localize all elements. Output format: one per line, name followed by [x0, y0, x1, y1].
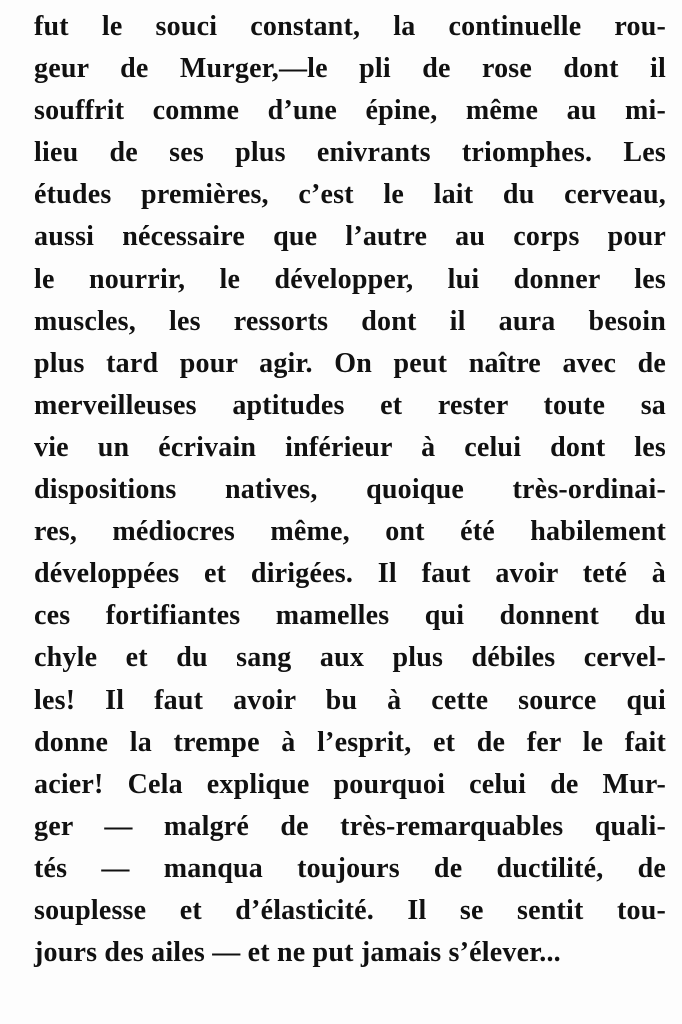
text-line-21: tés — manqua toujours de ductilité, de [34, 852, 666, 884]
text-line-16: chyle et du sang aux plus débiles cervel- [34, 642, 666, 674]
text-line-18: donne la trempe à l’esprit, et de fer le fait [34, 726, 666, 758]
text-line-20: ger — malgré de très-remarquables quali- [34, 810, 666, 842]
text-line-22: souplesse et d’élasticité. Il se sentit tou- [34, 894, 666, 926]
text-line-1: fut le souci constant, la continuelle rou- [34, 11, 666, 42]
text-line-8: muscles, les ressorts dont il aura besoin [34, 305, 666, 337]
text-line-4: lieu de ses plus enivrants triomphes. Les [34, 137, 666, 169]
text-line-13: res, médiocres même, ont été habilement [34, 516, 666, 548]
text-line-6: aussi nécessaire que l’autre au corps pour [34, 221, 666, 253]
text-line-15: ces fortifiantes mamelles qui donnent du [34, 600, 666, 632]
text-line-14: développées et dirigées. Il faut avoir teté à [34, 558, 666, 590]
text-line-11: vie un écrivain inférieur à celui dont les [34, 431, 666, 463]
body-text [34, 6, 666, 974]
text-line-12: dispositions natives, quoique très-ordinai- [34, 474, 666, 506]
text-line-23: jours des ailes — et ne put jamais s’élever... [34, 937, 561, 969]
text-line-3: souffrit comme d’une épine, même au mi- [34, 95, 666, 127]
text-line-2: geur de Murger,—le pli de rose dont il [34, 53, 666, 85]
text-line-5: études premières, c’est le lait du cerveau, [34, 179, 666, 211]
text-line-17: les! Il faut avoir bu à cette source qui [34, 684, 666, 716]
text-line-7: le nourrir, le développer, lui donner les [34, 263, 666, 295]
text-line-19: acier! Cela explique pourquoi celui de Mur- [34, 768, 666, 800]
text-line-10: merveilleuses aptitudes et rester toute sa [34, 389, 666, 421]
text-line-9: plus tard pour agir. On peut naître avec de [34, 347, 666, 379]
